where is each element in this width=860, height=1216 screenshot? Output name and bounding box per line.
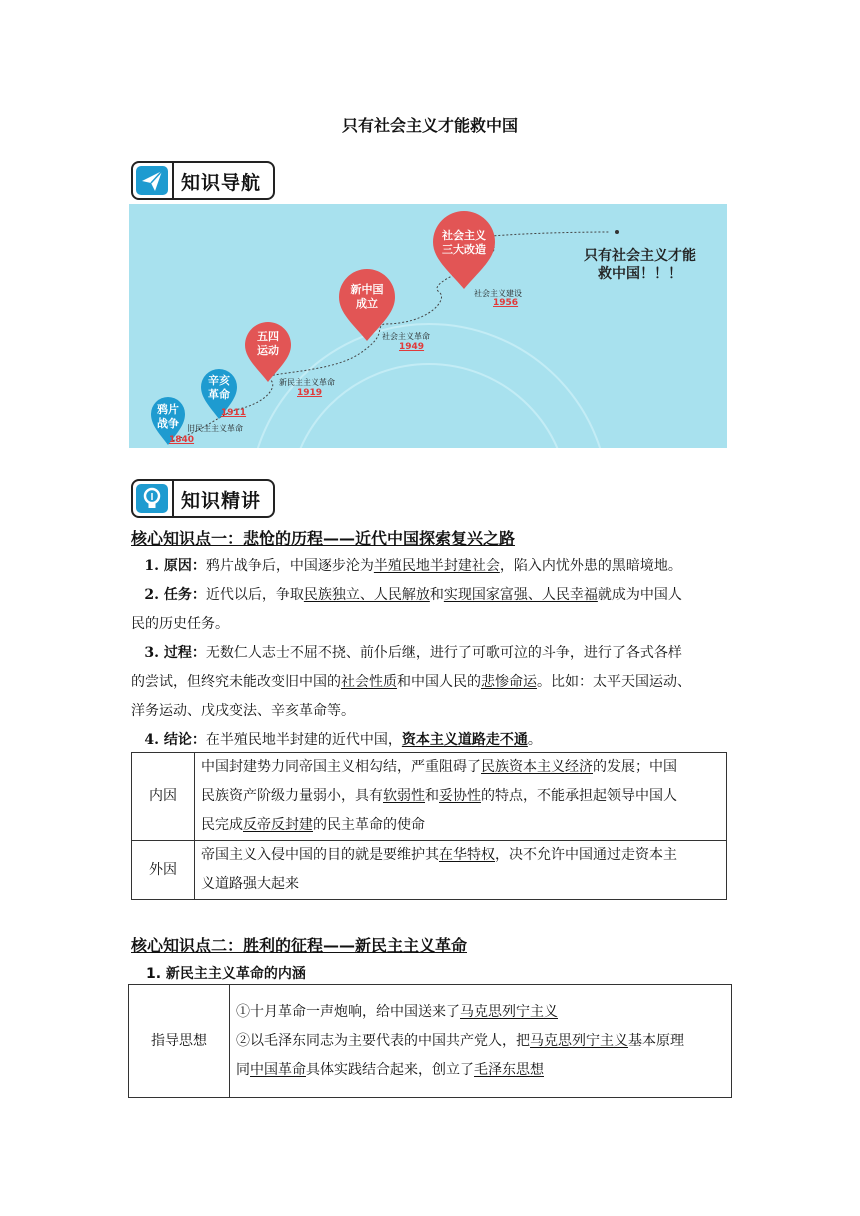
table-cell-content: 中国封建势力同帝国主义相勾结，严重阻碍了民族资本主义经济的发展；中国 民族资产阶级力量弱小，具有软弱性和妥协性的特点，不能承担起领导中国人 民完成反帝反封建的民主革命的使命 [195, 753, 727, 841]
section-heading: 核心知识点一：悲怆的历程——近代中国探索复兴之路 [131, 529, 516, 548]
subheading: 1. 新民主主义革命的内涵 [146, 966, 306, 982]
guiding-thought-table [128, 984, 732, 1098]
pin-label: 五四 运动 [257, 330, 279, 357]
section-heading: 核心知识点二：胜利的征程——新民主主义革命 [131, 936, 468, 955]
year-label: 1956 [493, 298, 519, 308]
knowledge-lecture-badge [131, 479, 275, 518]
paragraph-cause: 1. 原因：鸦片战争后，中国逐步沦为半殖民地半封建社会，陷入内忧外患的黑暗境地。 [144, 558, 682, 574]
cause-table [131, 752, 727, 900]
paragraph-task: 2. 任务：近代以后，争取民族独立、人民解放和实现国家富强、人民幸福就成为中国人 民的历史任务。 [131, 587, 682, 632]
year-label: 1840 [169, 435, 195, 445]
table-cell-label: 内因 [132, 753, 195, 841]
table-cell-content: ①十月革命一声炮响，给中国送来了马克思列宁主义 ②以毛泽东同志为主要代表的中国共产党人，把马克思列宁主义基本原理 同中国革命具体实践结合起来，创立了毛泽东思想 [230, 985, 732, 1098]
badge-label: 知识导航 [181, 172, 262, 194]
stage-label: 旧民主主义革命 [187, 424, 243, 433]
timeline-graphic [129, 204, 727, 448]
pin-label: 鸦片 战争 [157, 403, 179, 430]
table-cell-label: 指导思想 [129, 985, 230, 1098]
pin-label: 社会主义 三大改造 [442, 229, 486, 256]
stage-label: 社会主义建设 [474, 289, 522, 298]
timeline-goal: 只有社会主义才能 救中国！！！ [584, 248, 696, 282]
table-cell-label: 外因 [132, 841, 195, 900]
page-title: 只有社会主义才能救中国 [341, 116, 518, 135]
pin-label: 辛亥 革命 [208, 374, 230, 401]
badge-label: 知识精讲 [181, 490, 262, 512]
pin-label: 新中国 成立 [350, 283, 384, 310]
table-row [132, 753, 727, 841]
stage-label: 新民主主义革命 [279, 378, 335, 387]
year-label: 1919 [297, 388, 323, 398]
lightbulb-icon [136, 484, 168, 513]
year-label: 1949 [399, 342, 425, 352]
paragraph-process: 3. 过程：无数仁人志士不屈不挠、前仆后继，进行了可歌可泣的斗争，进行了各式各样 的尝试，但终究未能改变旧中国的社会性质和中国人民的悲惨命运。比如：太平天国运动、 洋务运动、戊戌变法、辛亥革命等。 [131, 645, 691, 719]
table-cell-content: 帝国主义入侵中国的目的就是要维护其在华特权，决不允许中国通过走资本主 义道路强大起来 [195, 841, 727, 900]
year-label: 1911 [221, 408, 247, 418]
stage-label: 社会主义革命 [382, 332, 430, 341]
paragraph-conclusion: 4. 结论：在半殖民地半封建的近代中国，资本主义道路走不通。 [144, 732, 542, 748]
paper-plane-icon [136, 166, 168, 195]
knowledge-nav-badge [131, 161, 275, 200]
table-row [132, 841, 727, 900]
table-row [129, 985, 732, 1098]
